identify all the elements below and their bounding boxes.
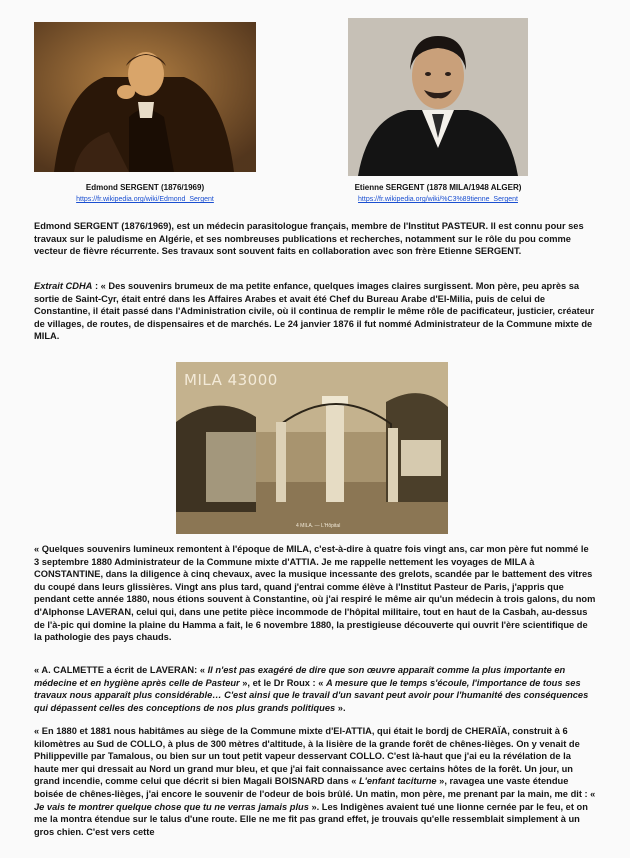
paragraph-text: ». Les Indigènes avaient tué une lionne cernée par le feu, et on me la montra étendue sur le talus d'une route. Elle ne me fit pas grand effet, je trouvais qu'elle ressemblait simplement à un gros chien. C'est vers cette xyxy=(34,801,588,837)
postcard-mila-image xyxy=(176,362,448,534)
postcard-caption: 4 MILA. — L'Hôpital xyxy=(296,523,341,529)
link-etienne-wikipedia[interactable]: https://fr.wikipedia.org/wiki/%C3%89tienne_Sergent xyxy=(358,196,518,203)
paragraph-intro: Edmond SERGENT (1876/1969), est un médecin parasitologue français, membre de l'Institut PASTEUR. Il est connu pour ses travaux sur le paludisme en Algérie, et ses nombreuses publications et recherches, notamment sur le rôle du pou comme vecteur de fièvre récurrente. Ses travaux sont souvent faits en collaboration avec son frère Etienne SERGENT. xyxy=(34,221,584,257)
extrait-label: Extrait CDHA xyxy=(34,281,93,291)
portrait-etienne-image xyxy=(348,18,528,176)
quote-text: « A. CALMETTE a écrit de LAVERAN: « xyxy=(34,665,208,675)
extrait-text: : « Des souvenirs brumeux de ma petite enfance, quelques images claires surgissent. Mon père, peu après sa sortie de Saint-Cyr, était entré dans les Affaires Arabes et avait été Chef du Bureau Arabe d'El-Milia, puis de celui de Constantine, il était passé dans l'Administration civile, où il continua de remplir le même rôle de pacificateur, justicier, créateur de villages, de routes, de dispensaires et de marchés. Le 24 janvier 1876 il fut nommé Administrateur de la Commune mixte de MILA. xyxy=(34,281,595,342)
paragraph-calmette-quote xyxy=(34,664,596,714)
quote-text: ». xyxy=(335,702,346,713)
portrait-photo-edmond-sergent xyxy=(34,22,256,172)
portrait-edmond-image xyxy=(34,22,256,172)
quote-italic: A mesure que le temps s'écoule, l'importance de tous ses travaux nous apparaît plus considérable… C'est ainsi que le travail d'un savant peut avoir pour l'humanité des conséquences qui dépassent celles des conceptions de nos plus grands politiques xyxy=(34,677,589,713)
quote-italic: Il n'est pas exagéré de dire que son œuvre apparaît comme la plus importante en médecine et en hygiène après celle de Pasteur xyxy=(34,665,566,688)
paragraph-text: « En 1880 et 1881 nous habitâmes au siège de la Commune mixte d'El-ATTIA, qui était le bordj de CHERAÏA, construit à 6 kilomètres au Sud de COLLO, à plus de 300 mètres d'altitude, à la lisière de la grande forêt de chênes-lièges. On y venait de Philippeville par Tamalous, ou bien sur un tout petit vapeur desservant COLLO. C'est là-haut que j'ai eu la révélation de la haute mer qui dressait au Nord un grand mur bleu, et que j'ai fait connaissance avec certains hôtes de la forêt. Un jour, un grand incendie, comme celui que décrit si bien Magali BOISNARD dans « xyxy=(34,726,580,787)
paragraph-attia-memories xyxy=(34,725,596,838)
caption-edmond: Edmond SERGENT (1876/1969) xyxy=(85,183,205,192)
paragraph-extrait-cdha xyxy=(34,280,596,343)
postcard-title: MILA 43000 xyxy=(184,371,278,389)
quote-text: », et le Dr Roux : « xyxy=(239,677,326,688)
paragraph-text: », ravagea une vaste étendue boisée de chênes-lièges, j'ai encore le souvenir de l'odeur de bois brûlé. Un matin, mon père, me prenant par la main, me dit : « xyxy=(34,776,596,799)
book-title: L'enfant taciturne xyxy=(358,776,437,787)
caption-etienne: Etienne SERGENT (1878 MILA/1948 ALGER) xyxy=(354,183,522,192)
quote-italic: Je vais te montrer quelque chose que tu ne verras jamais plus xyxy=(34,801,309,812)
link-edmond-wikipedia[interactable]: https://fr.wikipedia.org/wiki/Edmond_Sergent xyxy=(76,196,214,203)
paragraph-mila-memories: « Quelques souvenirs lumineux remontent à l'époque de MILA, c'est-à-dire à quatre fois vingt ans, car mon père fut nommé le 3 septembre 1880 Administrateur de la Commune mixte d'ATTIA. Je me rappelle nettement les voyages de MILA à CONSTANTINE, dans la diligence à cinq chevaux, avec la musique incessante des grelots, scandée par le battement des vitres du coupé dans leurs glissières. Vingt ans plus tard, quand j'entrai comme élève à l'Institut Pasteur de Paris, j'appris que pendant cette année 1880, nous étions souvent à Constantine, où j'ai respiré le même air qu'un médecin à trois galons, du nom d'Alphonse LAVERAN, celui qui, dans une petite pièce incommode de l'hôpital militaire, tout en haut de la Casbah, au-dessus de l'à-pic qui domine la plaine du Hamma a fait, le 6 novembre 1880, la prestigieuse découverte qui ouvrit l'ère scientifique de la pathologie des pays chauds. xyxy=(34,544,596,643)
portrait-photo-etienne-sergent xyxy=(348,18,528,176)
